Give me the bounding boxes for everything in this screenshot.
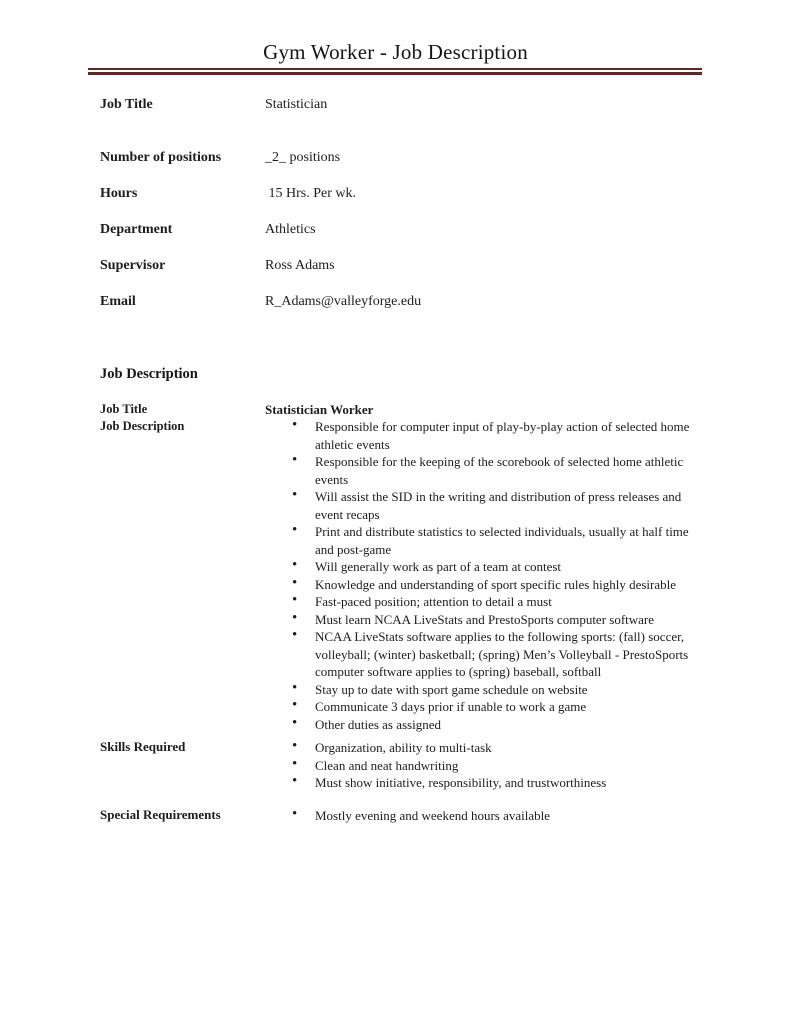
role-title: Statistician Worker — [265, 402, 374, 417]
summary-field-row — [100, 186, 701, 201]
duty-item: • Stay up to date with sport game schedule on website — [265, 681, 701, 699]
skills-required-section — [100, 739, 726, 792]
job-description-left-labels — [100, 401, 265, 733]
skills-list — [265, 739, 701, 792]
section-heading-job-description: Job Description — [100, 366, 198, 382]
field-value: Ross Adams — [265, 258, 335, 273]
field-label: Job Title — [100, 97, 153, 112]
field-value: _2_ positions — [265, 150, 341, 165]
field-label: Hours — [100, 186, 138, 201]
special-requirements-label: Special Requirements — [100, 806, 221, 822]
duty-item: • Other duties as assigned — [265, 716, 701, 734]
duties-list — [265, 418, 701, 733]
duty-item: • Must learn NCAA LiveStats and PrestoSports computer software — [265, 611, 701, 629]
field-value: 15 Hrs. Per wk. — [265, 186, 356, 201]
job-description-section — [100, 401, 726, 733]
job-description-content — [265, 401, 701, 733]
duty-item: • Will generally work as part of a team at contest — [265, 558, 701, 576]
field-value: Statistician — [265, 97, 328, 112]
summary-field-row — [100, 97, 701, 112]
summary-field-row — [100, 150, 701, 165]
skill-item: • Must show initiative, responsibility, and trustworthiness — [265, 774, 701, 792]
field-label: Supervisor — [100, 258, 166, 273]
duty-item: • Fast-paced position; attention to detail a must — [265, 593, 701, 611]
skill-item: • Organization, ability to multi-task — [265, 739, 701, 757]
special-requirements-list — [265, 807, 701, 825]
duty-item: • Knowledge and understanding of sport specific rules highly desirable — [265, 576, 701, 594]
special-requirement-item: • Mostly evening and weekend hours available — [265, 807, 701, 825]
duty-item: • Will assist the SID in the writing and distribution of press releases and event recaps — [265, 488, 701, 523]
duty-item: • Responsible for the keeping of the scorebook of selected home athletic events — [265, 453, 701, 488]
jd-left-label-job-description: Job Description — [100, 419, 185, 433]
title-divider — [88, 68, 702, 75]
jd-left-label-job-title: Job Title — [100, 402, 148, 416]
duty-item: • NCAA LiveStats software applies to the following sports: (fall) soccer, volleyball; (winter) basketball; (spring) Men’s Volleyball - PrestoSports computer software applies to (spring) baseball, softball — [265, 628, 701, 681]
skill-item: • Clean and neat handwriting — [265, 757, 701, 775]
summary-fields — [100, 97, 701, 309]
summary-field-row — [100, 222, 701, 237]
duty-item: • Print and distribute statistics to selected individuals, usually at half time and post-game — [265, 523, 701, 558]
field-label: Department — [100, 222, 173, 237]
field-label: Number of positions — [100, 150, 222, 165]
field-label: Email — [100, 294, 136, 309]
special-requirements-section — [100, 807, 726, 825]
skills-required-label: Skills Required — [100, 739, 186, 754]
field-value: Athletics — [265, 222, 316, 237]
summary-field-row — [100, 294, 701, 309]
field-value: R_Adams@valleyforge.edu — [265, 294, 422, 309]
document-title: Gym Worker - Job Description — [263, 40, 528, 64]
duty-item: • Communicate 3 days prior if unable to work a game — [265, 698, 701, 716]
duty-item: • Responsible for computer input of play-by-play action of selected home athletic events — [265, 418, 701, 453]
summary-field-row — [100, 258, 701, 273]
